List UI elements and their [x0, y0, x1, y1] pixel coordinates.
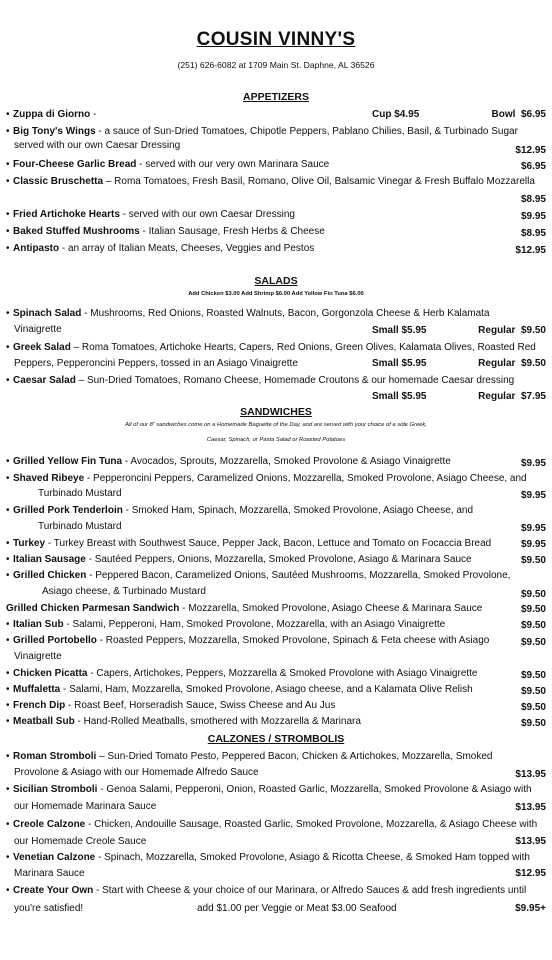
bullet-icon: • — [6, 473, 10, 484]
menu-item-sicilian-stromboli: • Sicilian Stromboli - Genoa Salami, Pepperoni, Onion, Roasted Garlic, Mozzarella, Smoked Provolone & Asiago with — [6, 784, 532, 795]
bullet-icon: • — [6, 342, 10, 353]
artichoke-price: $9.95 — [520, 211, 546, 222]
parmesan-price: $9.50 — [520, 604, 546, 615]
greek-salad-desc: Peppers, Pepperoncini Peppers, tossed in an Asiago Vinaigrette — [14, 358, 298, 369]
bullet-icon: • — [6, 751, 10, 762]
bullet-icon: • — [6, 700, 10, 711]
bullet-icon: • — [6, 716, 10, 727]
menu-item-spinach-salad: • Spinach Salad - Mushrooms, Red Onions, Roasted Walnuts, Bacon, Gorgonzola Cheese & Herb Kalamata — [6, 308, 490, 319]
menu-item-creole-calzone: • Creole Calzone - Chicken, Andouille Sausage, Roasted Garlic, Smoked Provolone, Mozzarella, & Asiago Cheese with — [6, 819, 538, 830]
spinach-regular: Regular $9.50 — [478, 325, 546, 336]
french-dip-price: $9.50 — [520, 702, 546, 713]
chicken-price: $9.50 — [520, 589, 546, 600]
bullet-icon: • — [6, 505, 10, 516]
picatta-price: $9.50 — [520, 670, 546, 681]
menu-item-muffaletta: • Muffaletta - Salami, Ham, Mozzarella, Smoked Provolone, Asiago cheese, and a Kalamata Olive Relish — [6, 684, 473, 695]
bullet-icon: • — [6, 159, 10, 170]
bullet-icon: • — [6, 784, 10, 795]
tony-wings-price: $12.95 — [515, 145, 546, 156]
menu-item-caesar-salad: • Caesar Salad – Sun-Dried Tomatoes, Romano Cheese, Homemade Croutons & our homemade Caesar dressing — [6, 375, 515, 386]
menu-item-italian-sausage: • Italian Sausage - Sautéed Peppers, Onions, Mozzarella, Smoked Provolone, Asiago & Marinara Sauce — [6, 554, 472, 565]
spinach-small: Small $5.95 — [372, 325, 427, 336]
sandwiches-heading: SANDWICHES — [240, 406, 312, 418]
create-extra: add $1.00 per Veggie or Meat $3.00 Seafood — [197, 903, 397, 914]
calzones-heading: CALZONES / STROMBOLIS — [207, 733, 345, 745]
garlic-bread-price: $6.95 — [520, 161, 546, 172]
menu-item-shaved-ribeye: • Shaved Ribeye - Pepperoncini Peppers, Caramelized Onions, Mozzarella, Smoked Provolone, Asiago Cheese, and — [6, 473, 527, 484]
menu-item-pork-tenderloin: • Grilled Pork Tenderloin - Smoked Ham, Spinach, Mozzarella, Smoked Provolone, Asiago Cheese, and — [6, 505, 474, 516]
caesar-small: Small $5.95 — [372, 391, 427, 402]
bruschetta-price: $8.95 — [520, 194, 546, 205]
menu-item-mushrooms: • Baked Stuffed Mushrooms - Italian Sausage, Fresh Herbs & Cheese — [6, 226, 325, 237]
portobello-desc: Vinaigrette — [14, 651, 62, 662]
menu-item-roman-stromboli: • Roman Stromboli – Sun-Dried Tomato Pesto, Peppered Bacon, Chicken & Artichokes, Mozzarella, Smoked — [6, 751, 493, 762]
menu-item-bruschetta: • Classic Bruschetta – Roma Tomatoes, Fresh Basil, Romano, Olive Oil, Balsamic Vinegar & Fresh Buffalo Mozzarella — [6, 176, 535, 187]
salad-addons: Add Chicken $3.00 Add Shrimp $6.00 Add Yellow Fin Tuna $6.00 — [188, 291, 364, 297]
venetian-price: $12.95 — [515, 868, 546, 879]
sicilian-desc: our Homemade Marinara Sauce — [14, 801, 157, 812]
bullet-icon: • — [6, 209, 10, 220]
spinach-salad-desc: Vinaigrette — [14, 324, 62, 335]
caesar-regular: Regular $7.95 — [478, 391, 546, 402]
menu-item-italian-sub: • Italian Sub - Salami, Pepperoni, Ham, Smoked Provolone, Mozzarella, with an Asiago Vinaigrette — [6, 619, 446, 630]
menu-item-grilled-chicken: • Grilled Chicken - Peppered Bacon, Caramelized Onions, Sautéed Mushrooms, Mozzarella, Smoked Provolone, — [6, 570, 511, 581]
venetian-desc: Marinara Sauce — [14, 868, 85, 879]
pork-price: $9.95 — [520, 523, 546, 534]
menu-item-yellow-fin-tuna: • Grilled Yellow Fin Tuna - Avocados, Sprouts, Mozzarella, Smoked Provolone & Asiago Vinaigrette — [6, 456, 451, 467]
zuppa-cup: Cup $4.95 — [372, 109, 420, 120]
bullet-icon: • — [6, 126, 10, 137]
menu-item-antipasto: • Antipasto - an array of Italian Meats, Cheeses, Veggies and Pestos — [6, 243, 315, 254]
menu-item-chicken-picatta: • Chicken Picatta - Capers, Artichokes, Peppers, Mozzarella & Smoked Provolone with Asiago Vinaigrette — [6, 668, 478, 679]
menu-item-venetian-calzone: • Venetian Calzone - Spinach, Mozzarella, Smoked Provolone, Asiago & Ricotta Cheese, & Smoked Ham topped with — [6, 852, 530, 863]
create-price: $9.95+ — [515, 903, 546, 914]
menu-item-meatball-sub: • Meatball Sub - Hand-Rolled Meatballs, smothered with Mozzarella & Marinara — [6, 716, 361, 727]
menu-item-chicken-parmesan: Grilled Chicken Parmesan Sandwich - Mozzarella, Smoked Provolone, Asiago Cheese & Marinara Sauce — [6, 603, 483, 614]
sandwich-note: All of our 8” sandwiches come on a Homemade Baguette of the Day, and are served with your choice of a side Greek, — [125, 422, 427, 428]
pork-desc: Turbinado Mustard — [38, 521, 122, 532]
bullet-icon: • — [6, 176, 10, 187]
bullet-icon: • — [6, 226, 10, 237]
bullet-icon: • — [6, 819, 10, 830]
sausage-price: $9.50 — [520, 555, 546, 566]
antipasto-price: $12.95 — [515, 245, 546, 256]
menu-item-tony-wings: • Big Tony's Wings - a sauce of Sun-Dried Tomatoes, Chipotle Peppers, Pablano Chilies, Basil, & Turbinado Sugar — [6, 126, 518, 137]
menu-item-create-your-own: • Create Your Own - Start with Cheese & your choice of our Marinara, or Alfredo Sauces & add fresh ingredients until — [6, 885, 527, 896]
bullet-icon: • — [6, 570, 10, 581]
menu-item-portobello: • Grilled Portobello - Roasted Peppers, Mozzarella, Smoked Provolone, Spinach & Feta cheese with Asiago — [6, 635, 490, 646]
bullet-icon: • — [6, 619, 10, 630]
create-desc: you're satisfied! — [14, 903, 84, 914]
menu-item-turkey: • Turkey - Turkey Breast with Southwest Sauce, Pepper Jack, Bacon, Lettuce and Tomato on Focaccia Bread — [6, 538, 492, 549]
menu-item-greek-salad: • Greek Salad – Roma Tomatoes, Artichoke Hearts, Capers, Red Onions, Green Olives, Kalamata Olives, Roasted Red — [6, 342, 536, 353]
mushrooms-price: $8.95 — [520, 228, 546, 239]
menu-item-artichoke: • Fried Artichoke Hearts - served with our own Caesar Dressing — [6, 209, 295, 220]
ribeye-price: $9.95 — [520, 490, 546, 501]
bullet-icon: • — [6, 554, 10, 565]
bullet-icon: • — [6, 684, 10, 695]
sandwich-note-2: Caesar, Spinach, or Pasta Salad or Roasted Potatoes — [206, 437, 346, 443]
italian-sub-price: $9.50 — [520, 620, 546, 631]
meatball-price: $9.50 — [520, 718, 546, 729]
creole-price: $13.95 — [515, 836, 546, 847]
chicken-desc: Asiago cheese, & Turbinado Mustard — [42, 586, 206, 597]
bullet-icon: • — [6, 538, 10, 549]
bullet-icon: • — [6, 852, 10, 863]
bullet-icon: • — [6, 635, 10, 646]
bullet-icon: • — [6, 456, 10, 467]
turkey-price: $9.95 — [520, 539, 546, 550]
bullet-icon: • — [6, 243, 10, 254]
roman-desc: Provolone & Asiago with our Homemade Alfredo Sauce — [14, 767, 259, 778]
salads-heading: SALADS — [254, 275, 298, 287]
greek-regular: Regular $9.50 — [478, 358, 546, 369]
restaurant-title: COUSIN VINNY'S — [196, 29, 356, 50]
tony-wings-desc: served with our own Caesar Dressing — [14, 140, 181, 151]
greek-small: Small $5.95 — [372, 358, 427, 369]
bullet-icon: • — [6, 109, 10, 120]
creole-desc: our Homemade Creole Sauce — [14, 836, 147, 847]
portobello-price: $9.50 — [520, 637, 546, 648]
restaurant-address: (251) 626-6082 at 1709 Main St. Daphne, AL 36526 — [177, 60, 375, 70]
tuna-price: $9.95 — [520, 458, 546, 469]
muffaletta-price: $9.50 — [520, 686, 546, 697]
bullet-icon: • — [6, 375, 10, 386]
menu-item-french-dip: • French Dip - Roast Beef, Horseradish Sauce, Swiss Cheese and Au Jus — [6, 700, 336, 711]
roman-price: $13.95 — [515, 769, 546, 780]
sicilian-price: $13.95 — [515, 802, 546, 813]
menu-item-zuppa: • Zuppa di Giorno - — [6, 109, 97, 120]
appetizers-heading: APPETIZERS — [243, 91, 309, 103]
bullet-icon: • — [6, 308, 10, 319]
bullet-icon: • — [6, 668, 10, 679]
bullet-icon: • — [6, 885, 10, 896]
ribeye-desc: Turbinado Mustard — [38, 488, 122, 499]
menu-item-garlic-bread: • Four-Cheese Garlic Bread - served with our very own Marinara Sauce — [6, 159, 330, 170]
zuppa-bowl: Bowl $6.95 — [491, 109, 546, 120]
